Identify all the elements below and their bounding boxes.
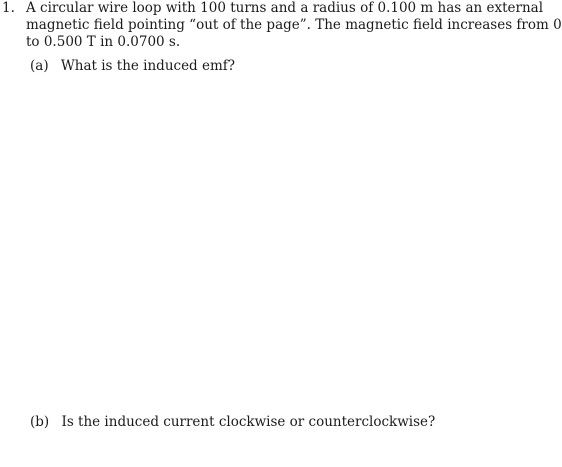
part-b [30, 414, 435, 431]
problem-line-2: magnetic field pointing “out of the page”. The magnetic field increases from 0 [26, 17, 562, 33]
problem-statement [26, 0, 562, 51]
part-a-question: What is the induced emf? [60, 58, 236, 74]
answer-space-a [30, 80, 460, 405]
part-b-label: (b) [30, 414, 50, 430]
problem-number: 1. [2, 0, 15, 16]
part-b-question: Is the induced current clockwise or counterclockwise? [61, 414, 436, 430]
problem-line-1: A circular wire loop with 100 turns and a radius of 0.100 m has an external [26, 0, 544, 16]
part-a-label: (a) [30, 58, 49, 74]
problem-line-3: to 0.500 T in 0.0700 s. [26, 34, 181, 50]
part-a [30, 58, 235, 75]
